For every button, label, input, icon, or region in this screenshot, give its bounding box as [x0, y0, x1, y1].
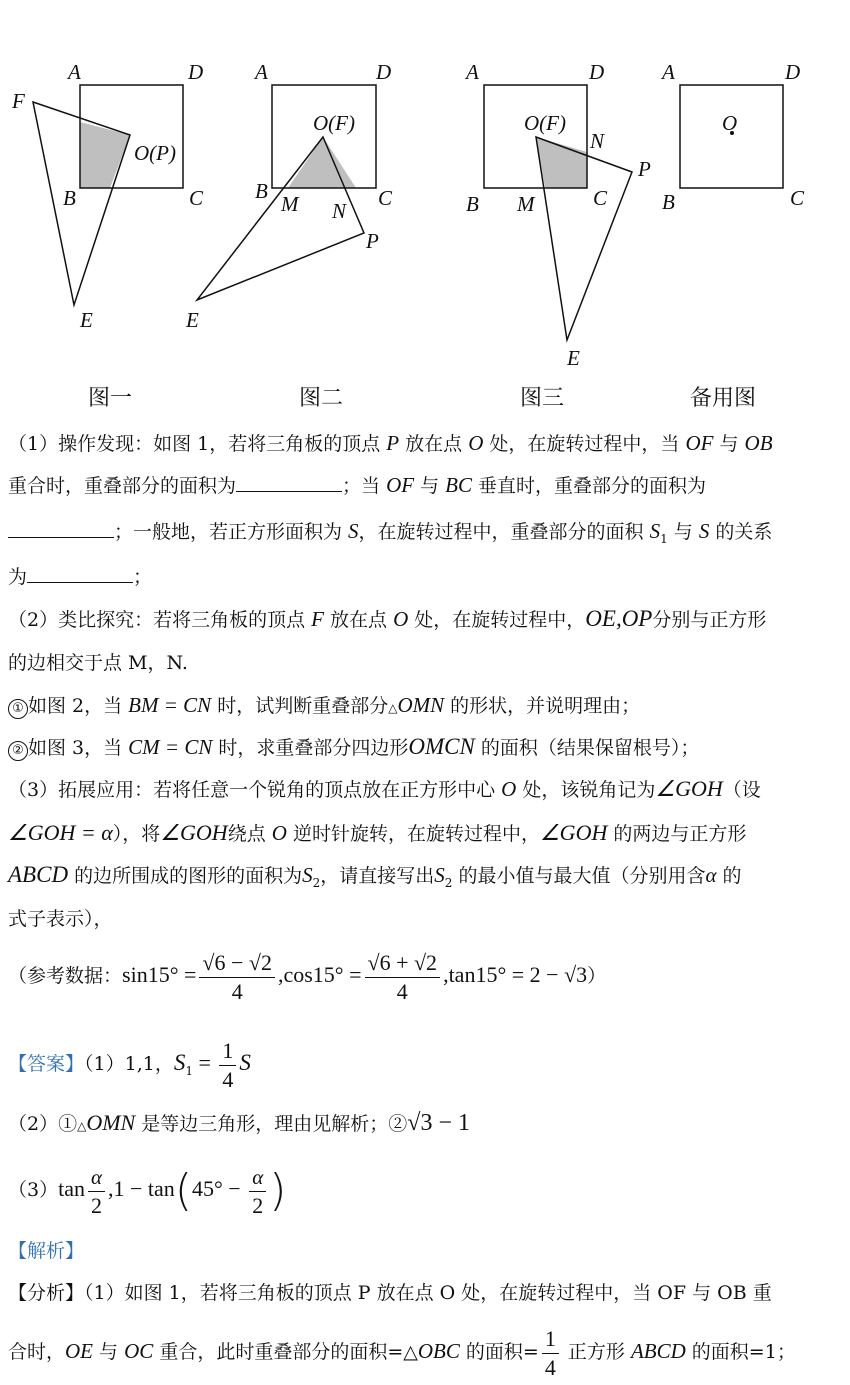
q1-text: 处，在旋转过程中，当	[483, 433, 686, 455]
answer-mid: ,1 − tan	[108, 1176, 175, 1201]
answer-two: 2	[252, 1192, 264, 1218]
answer-text: （3）	[8, 1179, 59, 1201]
answer-sub-1: 1	[185, 1063, 193, 1078]
fig1-caption: 图一	[88, 386, 133, 411]
q3-var-s2: S	[302, 863, 313, 887]
q3-text: 逆时针旋转，在旋转过程中，	[286, 823, 540, 845]
q1-text: 放在点	[399, 433, 469, 455]
q1-answer-blank-2[interactable]	[8, 519, 114, 538]
answer-tan: tan	[58, 1176, 85, 1201]
q1-text: ；一般地，若正方形面积为	[114, 521, 349, 543]
analysis-frac-num: 1	[542, 1325, 559, 1354]
q3-angle-goh: ∠GOH	[539, 820, 608, 845]
q3-reference-data	[8, 946, 606, 1006]
answer-text: 是等边三角形，理由见解析；②	[135, 1113, 408, 1135]
q3-text: 的两边与正方形	[607, 823, 747, 845]
fig4-label-o: O	[722, 111, 738, 135]
circled-number-1: ①	[8, 699, 28, 719]
ref-sin15: sin15° =	[122, 962, 197, 987]
analysis-text: 的面积=1；	[685, 1341, 796, 1363]
q3-var-o: O	[501, 777, 517, 801]
q3-text: 的边所围成的图形的面积为	[68, 865, 303, 887]
ref-cos-numerator: √6 + √2	[365, 949, 441, 978]
fig2-label-m: M	[281, 192, 299, 216]
q2-var-omcn: OMCN	[408, 734, 475, 759]
triangle-symbol: △	[388, 701, 398, 715]
figure-1	[11, 60, 204, 411]
q2-var-omn: OMN	[397, 693, 445, 717]
fig2-label-b: B	[255, 179, 268, 203]
answer-text: （2）①	[8, 1113, 78, 1135]
q3-text: ）	[587, 965, 607, 987]
analysis-text: 正方形	[561, 1341, 631, 1363]
q1-line-2	[8, 472, 706, 499]
answer-alpha-half-2	[249, 1163, 266, 1220]
q2-eq-cm-cn: CM = CN	[128, 735, 213, 759]
fig4-label-b: B	[662, 190, 675, 214]
q3-line-3	[8, 862, 742, 896]
circled-number-2: ②	[8, 741, 28, 761]
q1-text: 垂直时，重叠部分的面积为	[472, 475, 707, 497]
answer-alpha-half-1	[88, 1163, 105, 1220]
answer-equals: =	[192, 1050, 217, 1075]
answer-line-1	[8, 1034, 251, 1100]
fig3-label-c: C	[593, 186, 608, 210]
q1-var-p: P	[386, 431, 400, 455]
analysis-frac-den: 4	[544, 1354, 556, 1380]
q2-text: 时，试判断重叠部分	[211, 695, 389, 717]
answer-minus-one: − 1	[432, 1110, 470, 1136]
q3-sub-2: 2	[312, 875, 321, 890]
q3-line-1	[8, 776, 761, 803]
q3-text: ，请直接写出	[320, 865, 435, 887]
ref-cos15: ,cos15° =	[277, 962, 362, 987]
analysis-text: 与	[93, 1341, 125, 1363]
q2-text: 时，求重叠部分四边形	[212, 737, 409, 759]
fig4-label-d: D	[785, 60, 801, 84]
analysis-text: 的面积=	[459, 1341, 539, 1363]
ref-cos-denominator: 4	[396, 978, 408, 1004]
ref-tan15: ,tan15° = 2 −	[443, 962, 565, 987]
answer-alpha: α	[249, 1163, 266, 1192]
q3-angle-def: ∠GOH = α	[8, 820, 113, 845]
q3-line-4	[8, 906, 113, 932]
q3-var-s2: S	[434, 863, 445, 887]
answer-two: 2	[91, 1192, 102, 1218]
q1-text: ，在旋转过程中，重叠部分的面积	[358, 521, 650, 543]
analysis-text: （1）如图 1，若将三角板的顶点 P 放在点 O 处，在旋转过程中，当 OF 与 OB 重	[84, 1282, 772, 1304]
q3-angle-goh: ∠GOH	[655, 776, 723, 801]
analysis-line-2	[8, 1322, 796, 1382]
answer-frac-num: 1	[219, 1037, 236, 1066]
q1-var-s: S	[698, 519, 710, 543]
q2-text: 的形状，并说明理由；	[444, 695, 641, 717]
answer-sqrt3: √3	[407, 1110, 433, 1136]
q1-var-ob: OB	[744, 431, 773, 455]
answer-var-omn: OMN	[86, 1110, 136, 1135]
q1-text: 为	[8, 566, 28, 588]
fig1-label-d: D	[188, 60, 204, 84]
q1-text: （1）操作发现：如图 1，若将三角板的顶点	[8, 433, 387, 455]
analysis-header	[8, 1238, 84, 1264]
fig1-label-f: F	[12, 89, 25, 113]
fig2-label-a: A	[255, 60, 268, 84]
fig2-label-o: O(F)	[313, 111, 355, 135]
q1-text: 重合时，重叠部分的面积为	[8, 475, 237, 497]
fig2-label-n: N	[332, 199, 347, 223]
answer-45deg: 45° −	[191, 1176, 247, 1201]
q1-sub-1: 1	[660, 531, 668, 546]
answer-left-paren: (	[174, 1165, 192, 1216]
fig3-caption: 图三	[520, 386, 565, 411]
q3-angle-goh: ∠GOH	[160, 820, 228, 845]
triangle-symbol: △	[77, 1119, 87, 1133]
fig3-label-p: P	[638, 157, 651, 181]
q1-var-s1: S	[649, 519, 661, 543]
fig2-label-c: C	[378, 186, 393, 210]
answer-frac-den: 4	[222, 1066, 234, 1092]
fig3-label-m: M	[517, 192, 535, 216]
fig4-square	[680, 85, 783, 188]
geometry-figures	[0, 0, 850, 420]
answer-var-s1: S	[173, 1050, 186, 1075]
q1-text: 的关系	[709, 521, 773, 543]
analysis-fraction	[542, 1325, 559, 1382]
figure-4	[660, 60, 805, 411]
analysis-text: 重合，此时重叠部分的面积=△	[153, 1341, 418, 1363]
q2-text: （2）类比探究：若将三角板的顶点	[8, 609, 312, 631]
q1-var-o: O	[468, 431, 484, 455]
q3-text: （3）拓展应用：若将任意一个锐角的顶点放在正方形中心	[8, 779, 502, 801]
q2-var-o: O	[393, 607, 409, 631]
analysis-var-oc: OC	[124, 1339, 154, 1363]
fig3-label-a: A	[466, 60, 479, 84]
q1-answer-blank-3[interactable]	[27, 564, 133, 583]
q2-text: 的面积（结果保留根号）；	[474, 737, 700, 759]
q1-var-bc: BC	[445, 473, 472, 497]
analysis-var-obc: OBC	[417, 1339, 460, 1363]
q1-text: 与	[713, 433, 745, 455]
q1-answer-blank-1[interactable]	[236, 473, 342, 492]
q2-line-3	[8, 692, 640, 721]
answer-var-s: S	[239, 1050, 251, 1075]
q2-var-oe-op: OE,OP	[585, 606, 653, 631]
q2-text: 的边相交于点 M，N.	[8, 652, 188, 674]
q3-text: （参考数据：	[8, 965, 123, 987]
fig3-overlap-region	[536, 137, 587, 188]
fig2-caption: 图二	[299, 386, 344, 411]
answer-text: （1）1,1，	[84, 1053, 174, 1075]
fig1-label-c: C	[189, 186, 204, 210]
q2-text: 分别与正方形	[652, 609, 767, 631]
q1-text: ；	[133, 566, 153, 588]
q3-text: 处，该锐角记为	[516, 779, 656, 801]
q2-line-1	[8, 606, 766, 633]
q3-sub-2: 2	[444, 875, 453, 890]
fig4-label-a: A	[662, 60, 675, 84]
q2-text: 如图 3，当	[28, 737, 129, 759]
q1-line-3	[8, 518, 772, 552]
q3-text: 式子表示），	[8, 908, 113, 930]
fig3-label-d: D	[589, 60, 605, 84]
q3-text: （设	[722, 779, 761, 801]
ref-sin-numerator: √6 − √2	[199, 949, 275, 978]
fig1-label-o: O(P)	[134, 141, 176, 165]
fig2-label-e: E	[186, 308, 199, 332]
q1-line-1	[8, 430, 773, 457]
q1-text: 与	[414, 475, 446, 497]
fig2-overlap-region	[288, 137, 356, 188]
fig3-label-o: O(F)	[524, 111, 566, 135]
q2-text: 处，在旋转过程中，	[408, 609, 586, 631]
q2-line-2	[8, 650, 188, 676]
answer-right-paren: )	[269, 1165, 287, 1216]
q3-text: 绕点	[227, 823, 272, 845]
analysis-var-oe: OE	[65, 1339, 94, 1363]
ref-cos-fraction	[365, 949, 441, 1006]
q3-var-alpha: α	[705, 863, 717, 887]
answer-line-3	[8, 1158, 286, 1222]
answer-fraction	[219, 1037, 236, 1094]
fig1-label-e: E	[80, 308, 93, 332]
fig1-label-a: A	[68, 60, 81, 84]
ref-sqrt3: √3	[564, 962, 588, 987]
q3-text: 的最小值与最大值（分别用含	[452, 865, 706, 887]
q3-line-2	[8, 820, 746, 847]
answer-alpha: α	[88, 1163, 105, 1192]
figures-area	[0, 0, 850, 420]
analysis-tag: 【解析】	[8, 1240, 85, 1262]
analysis-line-1	[8, 1280, 772, 1306]
q3-var-o: O	[271, 821, 287, 845]
fig2-label-p: P	[366, 229, 379, 253]
q1-var-s: S	[348, 519, 359, 543]
answer-tag: 【答案】	[8, 1053, 85, 1075]
q1-text: ；当	[342, 475, 387, 497]
analysis-var-abcd: ABCD	[630, 1339, 686, 1363]
q3-text: ），将	[112, 823, 161, 845]
fig1-label-b: B	[63, 186, 76, 210]
fig3-label-n: N	[590, 129, 605, 153]
ref-sin-fraction	[199, 949, 275, 1006]
q3-text: 的	[716, 865, 742, 887]
q2-var-f: F	[311, 607, 324, 631]
fig4-label-c: C	[790, 186, 805, 210]
fig2-label-d: D	[376, 60, 392, 84]
figure-2	[185, 60, 393, 411]
fig4-caption: 备用图	[690, 386, 757, 411]
q1-line-4	[8, 564, 152, 590]
fig3-label-b: B	[466, 192, 479, 216]
q1-text: 与	[667, 521, 699, 543]
q3-var-abcd: ABCD	[8, 862, 69, 887]
q2-line-4	[8, 734, 699, 761]
analysis-fenxi-tag: 【分析】	[8, 1282, 85, 1304]
q2-text: 如图 2，当	[28, 695, 129, 717]
q1-var-of: OF	[386, 473, 415, 497]
fig3-label-e: E	[567, 346, 580, 370]
ref-sin-denominator: 4	[231, 978, 243, 1004]
q2-text: 放在点	[323, 609, 394, 631]
q2-eq-bm-cn: BM = CN	[128, 693, 212, 717]
q1-var-of: OF	[685, 431, 714, 455]
answer-line-2	[8, 1110, 470, 1139]
analysis-text: 合时，	[8, 1341, 66, 1363]
figure-3	[464, 60, 651, 411]
